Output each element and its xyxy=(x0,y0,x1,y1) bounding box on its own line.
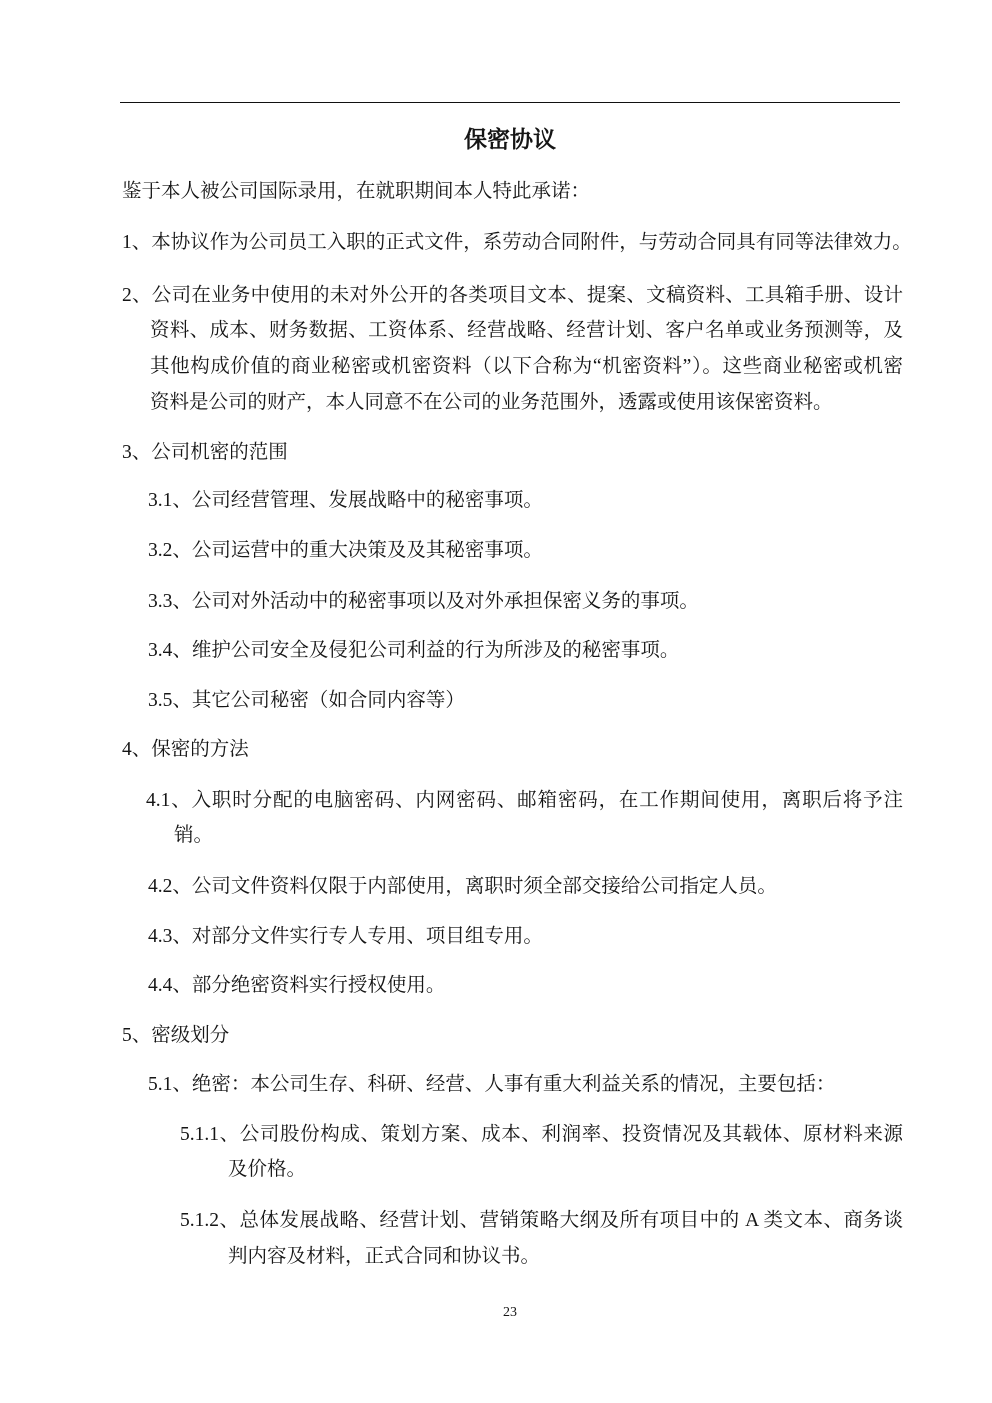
clause-4-heading: 4、保密的方法 xyxy=(122,739,249,760)
clause-3-heading: 3、公司机密的范围 xyxy=(122,442,288,463)
clause-3-4: 3.4、维护公司安全及侵犯公司利益的行为所涉及的秘密事项。 xyxy=(148,640,680,661)
clause-4-4: 4.4、部分绝密资料实行授权使用。 xyxy=(148,975,446,996)
clause-4-1: 销。 xyxy=(174,825,214,846)
header-rule xyxy=(120,102,900,103)
clause-5-1-1: 5.1.1、公司股份构成、策划方案、成本、利润率、投资情况及其载体、原材料来源 xyxy=(180,1124,903,1145)
clause-5-heading: 5、密级划分 xyxy=(122,1025,230,1046)
clause-3-1: 3.1、公司经营管理、发展战略中的秘密事项。 xyxy=(148,490,543,511)
clause-2-line: 资料、成本、财务数据、工资体系、经营战略、经营计划、客户名单或业务预测等，及 xyxy=(150,320,903,341)
page-number: 23 xyxy=(503,1305,517,1320)
clause-5-1-2: 判内容及材料，正式合同和协议书。 xyxy=(228,1246,541,1267)
clause-4-2: 4.2、公司文件资料仅限于内部使用，离职时须全部交接给公司指定人员。 xyxy=(148,876,777,897)
clause-2-line: 其他构成价值的商业秘密或机密资料（以下合称为“机密资料”）。这些商业秘密或机密 xyxy=(150,356,903,377)
clause-5-1-2: 5.1.2、总体发展战略、经营计划、营销策略大纲及所有项目中的 A 类文本、商务谈 xyxy=(180,1210,903,1231)
intro-text: 鉴于本人被公司国际录用，在就职期间本人特此承诺： xyxy=(122,181,591,202)
clause-3-5: 3.5、其它公司秘密（如合同内容等） xyxy=(148,690,465,711)
clause-4-1: 4.1、入职时分配的电脑密码、内网密码、邮箱密码，在工作期间使用，离职后将予注 xyxy=(146,790,903,811)
clause-5-1-1: 及价格。 xyxy=(228,1159,307,1180)
clause-4-3: 4.3、对部分文件实行专人专用、项目组专用。 xyxy=(148,926,543,947)
clause-2-line: 资料是公司的财产，本人同意不在公司的业务范围外，透露或使用该保密资料。 xyxy=(150,392,833,413)
document-title: 保密协议 xyxy=(464,127,556,152)
clause-5-1: 5.1、绝密：本公司生存、科研、经营、人事有重大利益关系的情况，主要包括： xyxy=(148,1074,836,1095)
clause-1-line: 1、本协议作为公司员工入职的正式文件，系劳动合同附件，与劳动合同具有同等法律效力。 xyxy=(122,232,912,253)
clause-3-2: 3.2、公司运营中的重大决策及及其秘密事项。 xyxy=(148,540,543,561)
clause-2-line: 2、公司在业务中使用的未对外公开的各类项目文本、提案、文稿资料、工具箱手册、设计 xyxy=(122,285,903,306)
clause-3-3: 3.3、公司对外活动中的秘密事项以及对外承担保密义务的事项。 xyxy=(148,591,699,612)
